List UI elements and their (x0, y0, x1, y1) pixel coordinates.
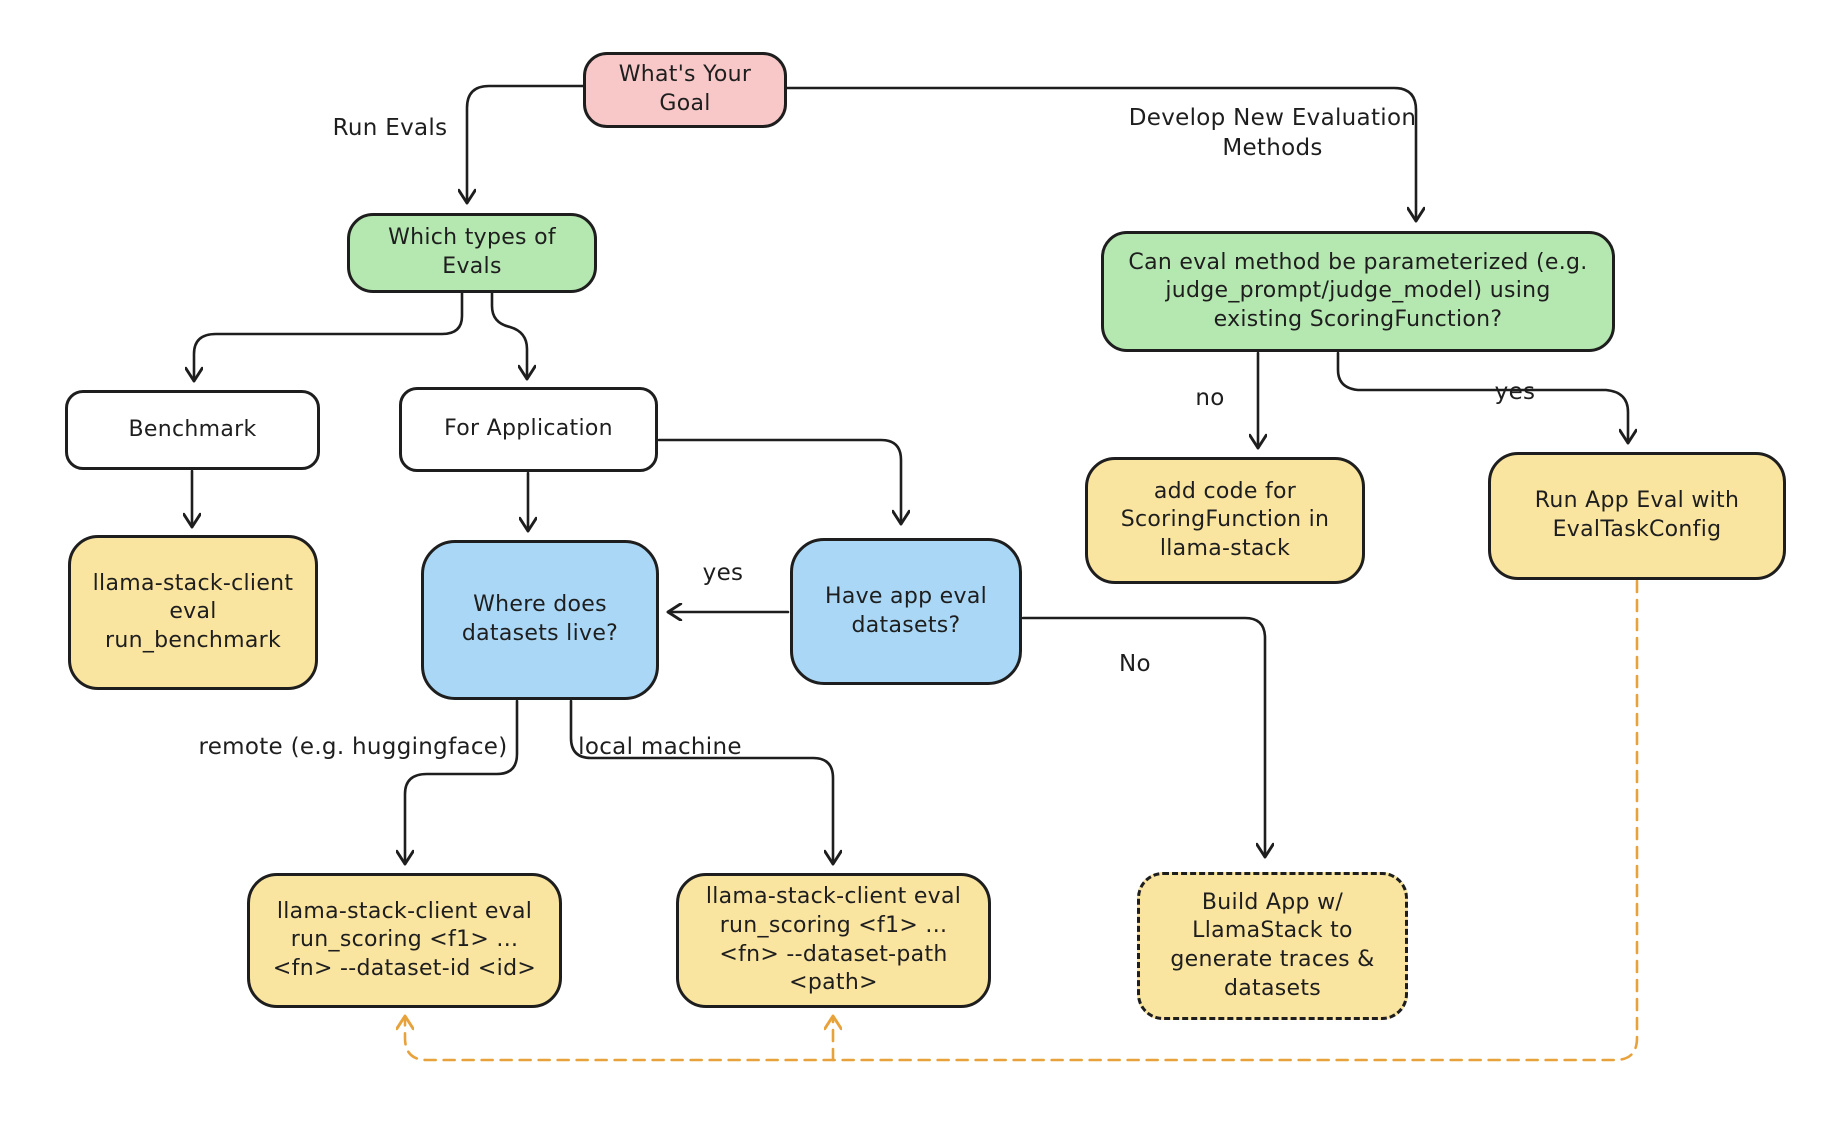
node-which-types-of-evals: Which types of Evals (347, 213, 597, 293)
node-have-app-eval-datasets: Have app eval datasets? (790, 538, 1022, 685)
edge-label-remote-huggingface: remote (e.g. huggingface) (198, 734, 508, 760)
node-add-code-for-scoringfunction: add code for ScoringFunction in llama-stack (1085, 457, 1365, 584)
edge-datasets-live-remote-to-run-scoring-id (405, 701, 517, 864)
node-whats-your-goal: What's Your Goal (583, 52, 787, 128)
edge-for-application-to-have-datasets (659, 440, 901, 524)
node-run-app-eval-with-evaltaskconfig: Run App Eval with EvalTaskConfig (1488, 452, 1786, 580)
node-run-scoring-dataset-id: llama-stack-client eval run_scoring <f1> ... <fn> --dataset-id <id> (247, 873, 562, 1008)
edge-label-develop-new-evaluation-methods: Develop New Evaluation Methods (1128, 105, 1417, 161)
edge-label-run-evals: Run Evals (332, 115, 448, 141)
edge-label-local-machine: local machine (578, 734, 742, 760)
edge-label-yes: yes (1494, 379, 1536, 405)
edge-label-yes-have-datasets: yes (702, 560, 744, 586)
node-run-scoring-dataset-path: llama-stack-client eval run_scoring <f1> ... <fn> --dataset-path <path> (676, 873, 991, 1008)
edge-label-no-have-datasets: No (1119, 651, 1151, 677)
node-for-application: For Application (399, 387, 658, 472)
node-benchmark: Benchmark (65, 390, 320, 470)
edge-datasets-live-local-to-run-scoring-path (571, 701, 833, 864)
node-run-benchmark-command: llama-stack-client eval run_benchmark (68, 535, 318, 690)
edge-eval-types-to-benchmark (194, 293, 462, 381)
node-can-eval-method-be-parameterized: Can eval method be parameterized (e.g. judge_prompt/judge_model) using existing ScoringFunction? (1101, 231, 1615, 352)
node-build-app-with-llamastack: Build App w/ LlamaStack to generate traces & datasets (1137, 872, 1408, 1020)
edge-eval-types-to-for-application (492, 293, 527, 379)
edge-label-no: no (1195, 385, 1225, 411)
node-where-does-datasets-live: Where does datasets live? (421, 540, 659, 700)
edge-goal-to-eval-types (467, 86, 583, 203)
